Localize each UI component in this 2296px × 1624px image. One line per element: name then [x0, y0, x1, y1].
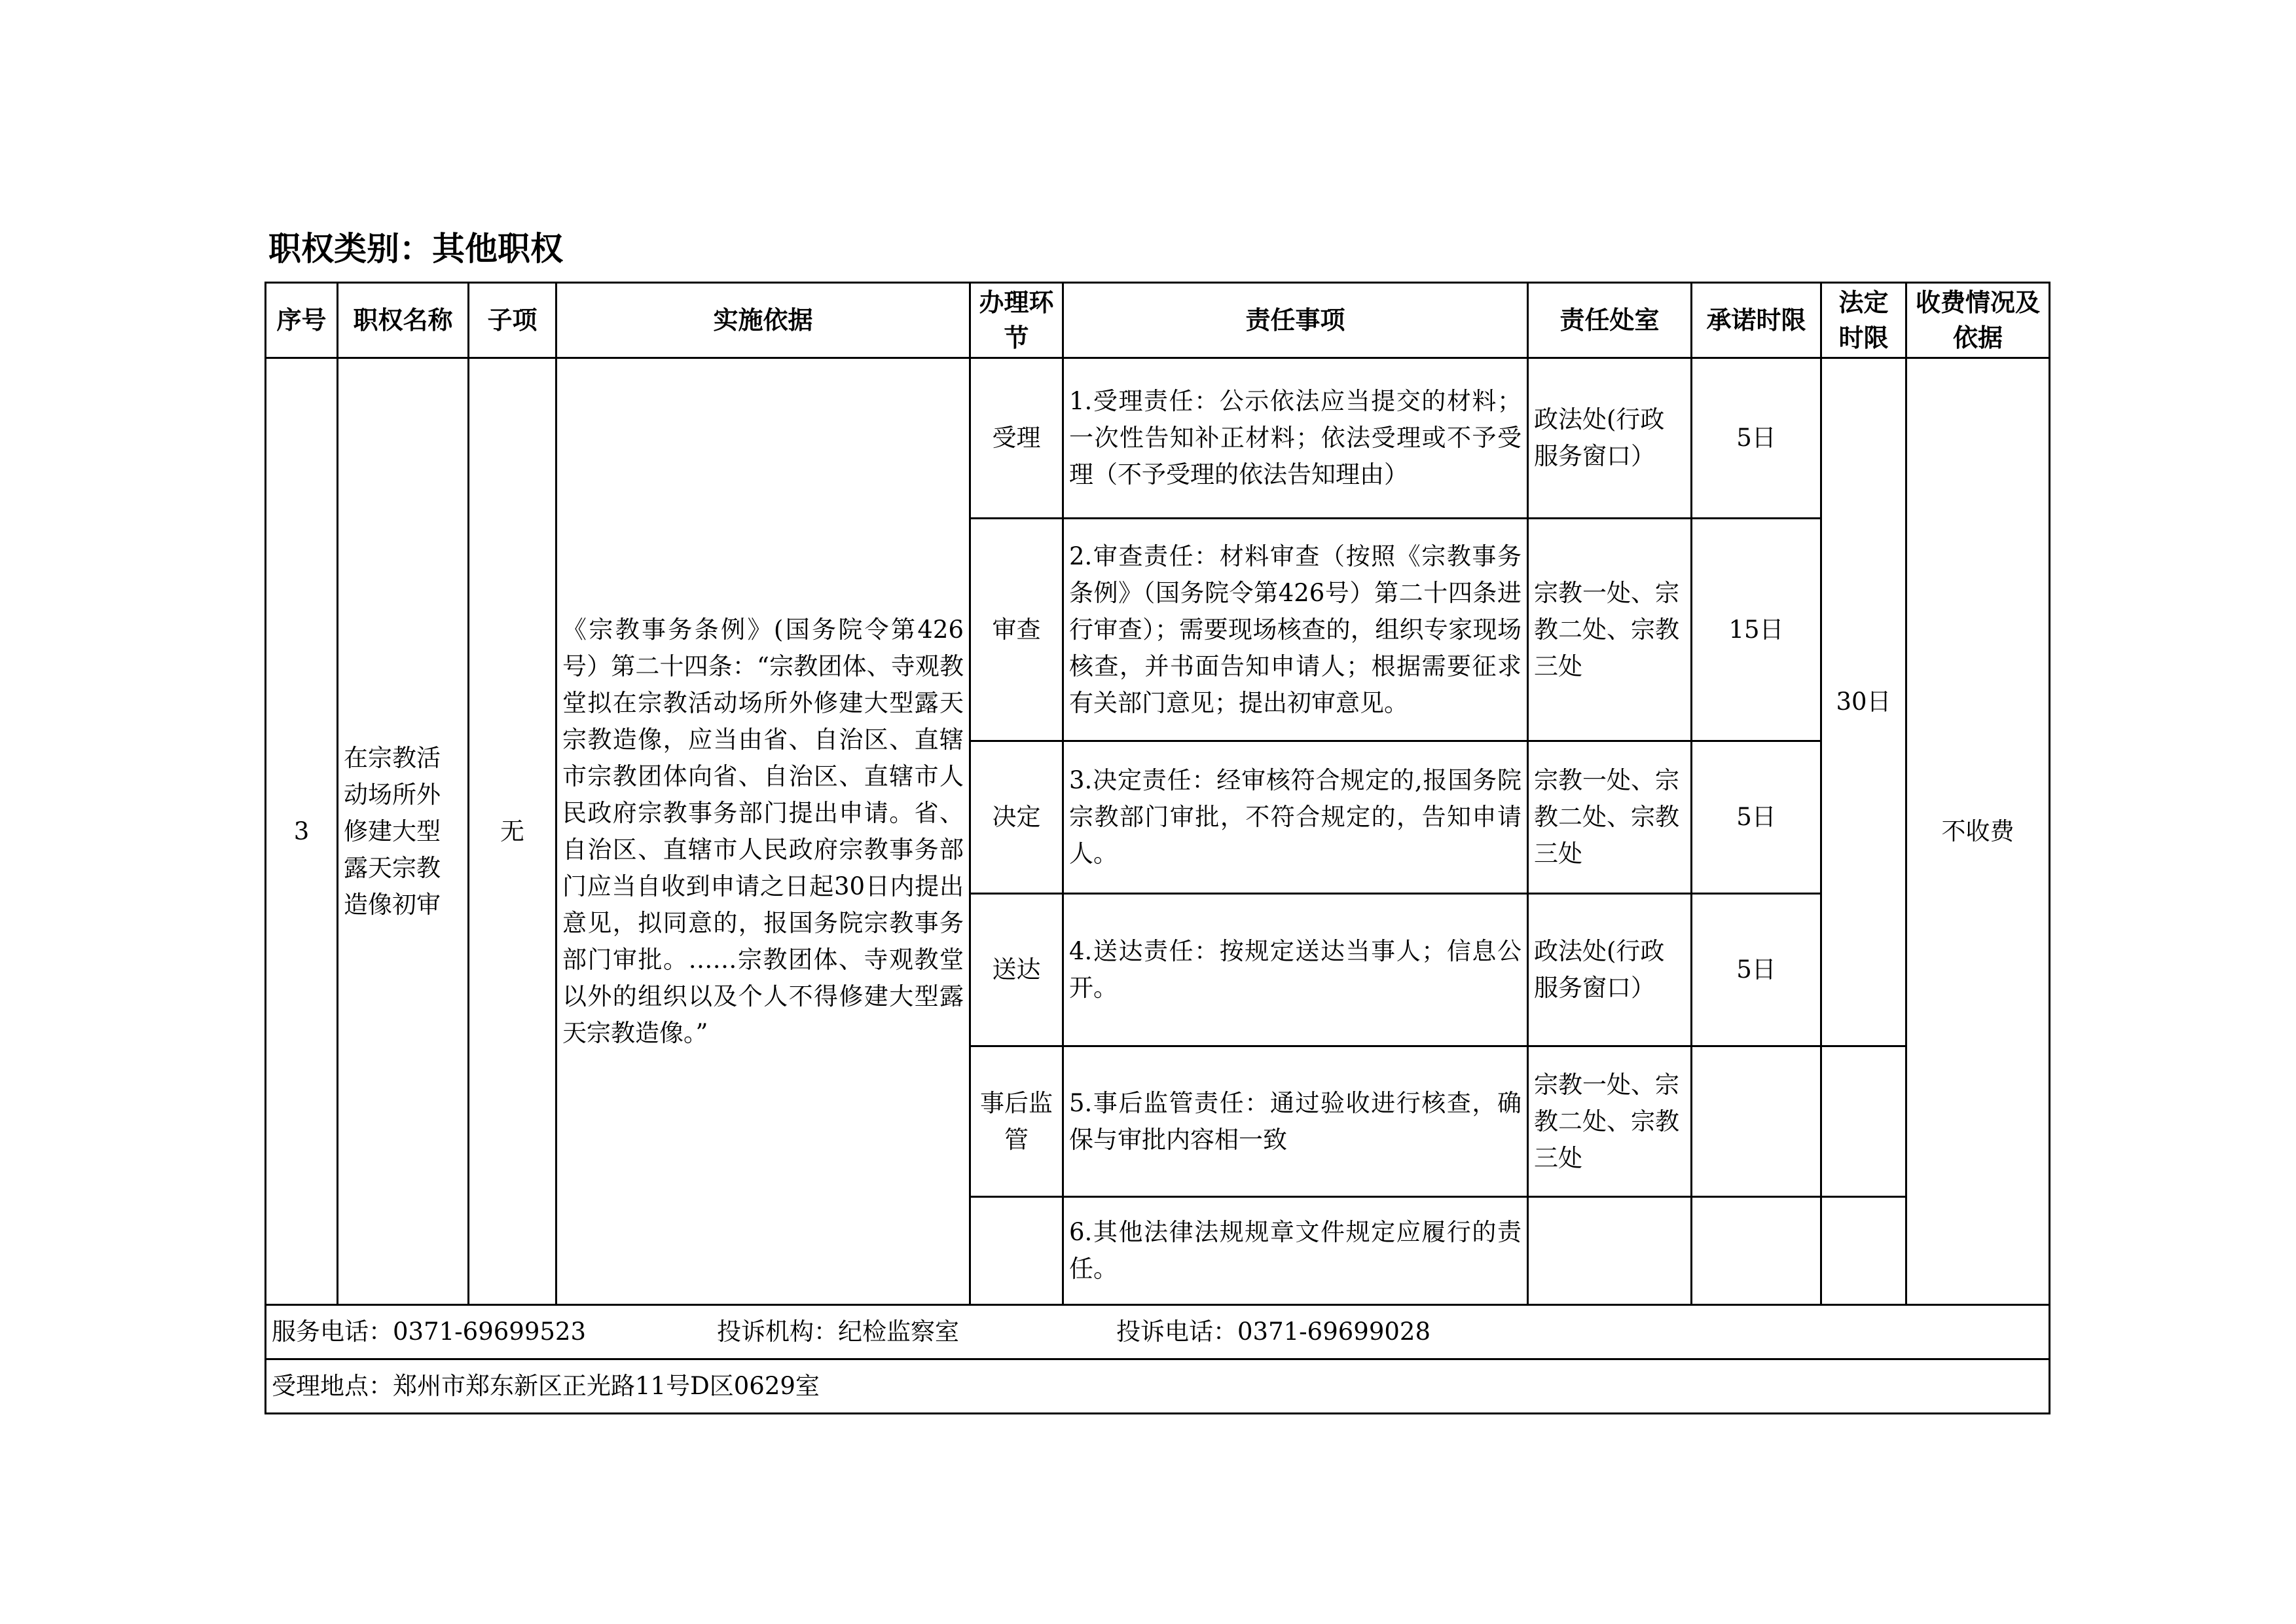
dept-cell: 宗教一处、宗教二处、宗教三处 — [1528, 519, 1692, 741]
header-row — [266, 283, 2050, 358]
header-legal: 法定时限 — [1821, 283, 1906, 358]
item-name: 在宗教活动场所外修建大型露天宗教造像初审 — [338, 358, 469, 1305]
stage-cell: 事后监管 — [970, 1046, 1063, 1197]
stage-cell — [970, 1197, 1063, 1305]
page-title: 职权类别：其他职权 — [268, 230, 563, 268]
resp-cell: 2.审查责任：材料审查（按照《宗教事务条例》（国务院令第426号）第二十四条进行审查）；需要现场核查的，组织专家现场核查，并书面告知申请人；根据需要征求有关部门意见；提出初审意见。 — [1063, 519, 1528, 741]
legal-limit: 30日 — [1821, 358, 1906, 1046]
item-seq: 3 — [266, 358, 338, 1305]
promise-cell — [1692, 1197, 1821, 1305]
dept-cell: 政法处(行政服务窗口） — [1528, 894, 1692, 1046]
fee-cell: 不收费 — [1906, 358, 2050, 1305]
header-stage: 办理环节 — [970, 283, 1063, 358]
header-name: 职权名称 — [338, 283, 469, 358]
dept-cell: 宗教一处、宗教二处、宗教三处 — [1528, 1046, 1692, 1197]
authority-table — [264, 282, 2050, 1414]
dept-cell — [1528, 1197, 1692, 1305]
stage-cell: 受理 — [970, 358, 1063, 519]
resp-cell: 6.其他法律法规规章文件规定应履行的责任。 — [1063, 1197, 1528, 1305]
resp-cell: 1.受理责任：公示依法应当提交的材料；一次性告知补正材料；依法受理或不予受理（不予受理的依法告知理由） — [1063, 358, 1528, 519]
dept-cell: 宗教一处、宗教二处、宗教三处 — [1528, 741, 1692, 894]
header-fee: 收费情况及依据 — [1906, 283, 2050, 358]
item-sub: 无 — [469, 358, 556, 1305]
stage-cell: 审查 — [970, 519, 1063, 741]
promise-cell: 5日 — [1692, 741, 1821, 894]
stage-cell: 送达 — [970, 894, 1063, 1046]
table-row — [266, 358, 2050, 519]
header-sub: 子项 — [469, 283, 556, 358]
header-dept: 责任处室 — [1528, 283, 1692, 358]
header-basis: 实施依据 — [556, 283, 970, 358]
resp-cell: 3.决定责任：经审核符合规定的,报国务院宗教部门审批，不符合规定的，告知申请人。 — [1063, 741, 1528, 894]
legal-limit-empty — [1821, 1197, 1906, 1305]
header-seq: 序号 — [266, 283, 338, 358]
footer-address: 受理地点：郑州市郑东新区正光路11号D区0629室 — [266, 1359, 2050, 1414]
service-phone: 服务电话：0371-69699523 — [272, 1318, 586, 1346]
promise-cell: 5日 — [1692, 358, 1821, 519]
footer-contact — [266, 1305, 2050, 1359]
footer-address-row — [266, 1359, 2050, 1414]
resp-cell: 4.送达责任：按规定送达当事人；信息公开。 — [1063, 894, 1528, 1046]
dept-cell: 政法处(行政服务窗口） — [1528, 358, 1692, 519]
header-promise: 承诺时限 — [1692, 283, 1821, 358]
complaint-org: 投诉机构：纪检监察室 — [717, 1318, 959, 1346]
promise-cell: 5日 — [1692, 894, 1821, 1046]
footer-contact-row — [266, 1305, 2050, 1359]
resp-cell: 5.事后监管责任：通过验收进行核查，确保与审批内容相一致 — [1063, 1046, 1528, 1197]
header-resp: 责任事项 — [1063, 283, 1528, 358]
promise-cell: 15日 — [1692, 519, 1821, 741]
complaint-phone: 投诉电话：0371-69699028 — [1116, 1318, 1430, 1346]
legal-limit-empty — [1821, 1046, 1906, 1197]
stage-cell: 决定 — [970, 741, 1063, 894]
item-basis: 《宗教事务条例》(国务院令第426号）第二十四条：“宗教团体、寺观教堂拟在宗教活动场所外修建大型露天宗教造像，应当由省、自治区、直辖市宗教团体向省、自治区、直辖市人民政府宗教事务部门提出申请。省、自治区、直辖市人民政府宗教事务部门应当自收到申请之日起30日内提出意见，拟同意的，报国务院宗教事务部门审批。……宗教团体、寺观教堂以外的组织以及个人不得修建大型露天宗教造像。” — [556, 358, 970, 1305]
promise-cell — [1692, 1046, 1821, 1197]
